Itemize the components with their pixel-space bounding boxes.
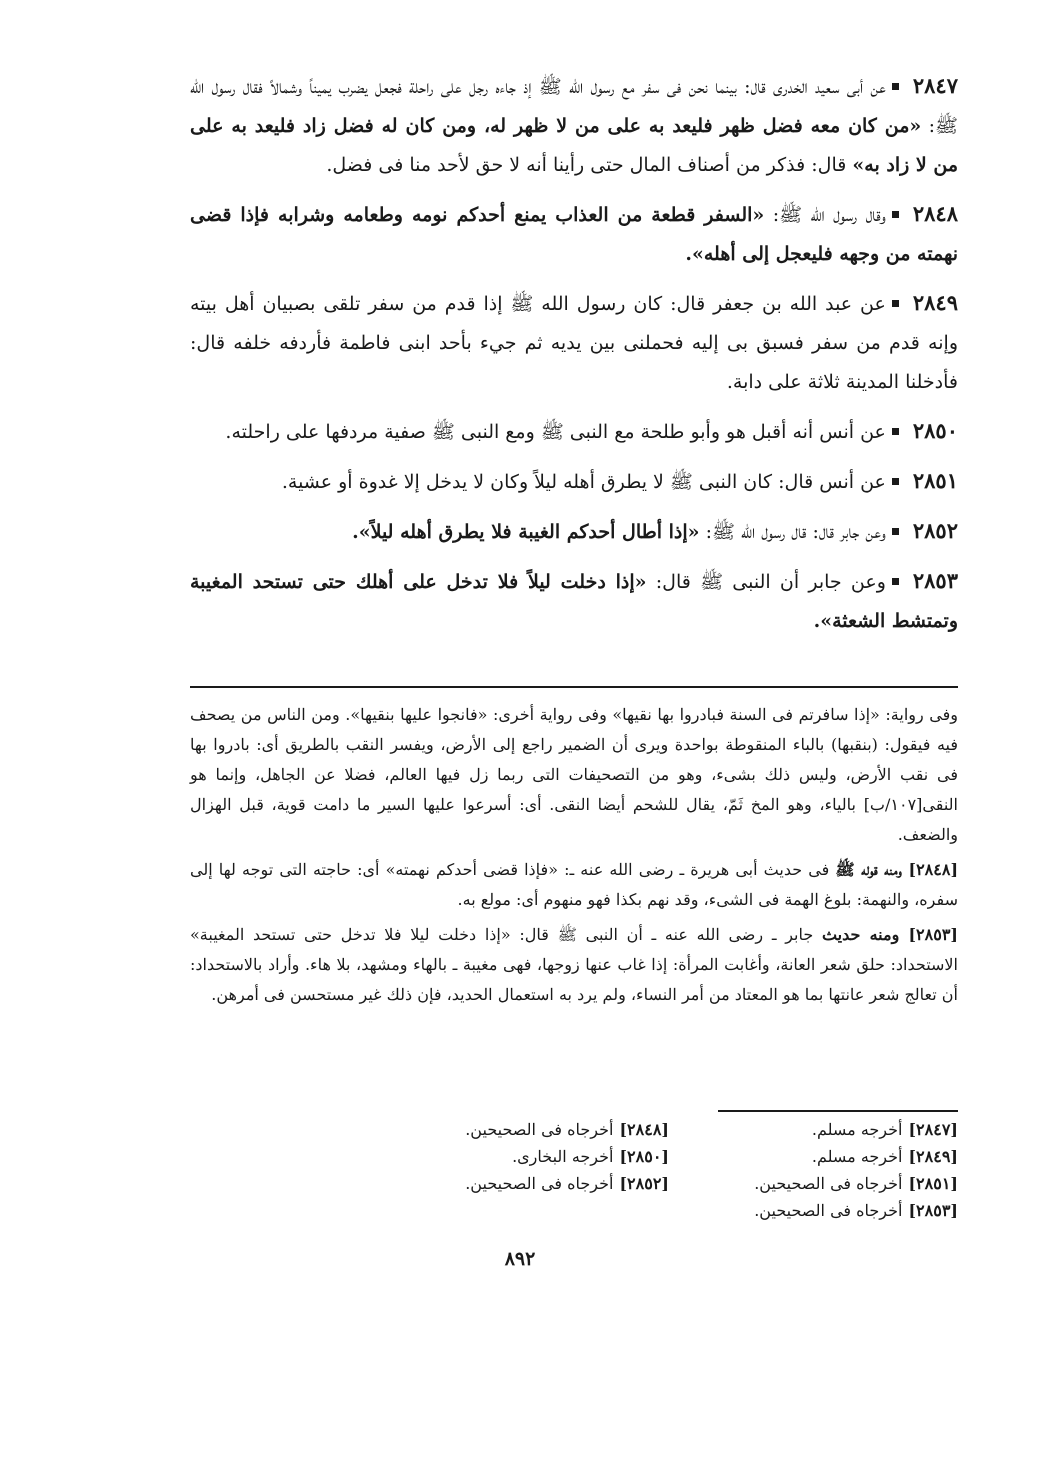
number-marker bbox=[892, 428, 899, 435]
number-marker bbox=[892, 300, 899, 307]
reference-item bbox=[380, 1201, 669, 1228]
reference-row bbox=[380, 1174, 958, 1201]
reference-text: أخرجه مسلم. bbox=[811, 1147, 903, 1166]
reference-number: [٢٨٤٧] bbox=[908, 1120, 958, 1139]
reference-item bbox=[380, 1120, 669, 1147]
number-marker bbox=[892, 211, 899, 218]
main-text bbox=[190, 66, 958, 650]
reference-item bbox=[669, 1174, 958, 1201]
hadith-number: ٢٨٤٨ bbox=[912, 201, 958, 226]
reference-text: أخرجه مسلم. bbox=[811, 1120, 903, 1139]
commentary-paragraph bbox=[190, 700, 958, 850]
hadith-paragraph bbox=[190, 461, 958, 502]
number-marker bbox=[892, 478, 899, 485]
hadith-text: وعن جابر أن النبى ﷺ قال: bbox=[646, 571, 886, 593]
reference-item bbox=[669, 1201, 958, 1228]
reference-text: أخرجاه فى الصحيحين. bbox=[465, 1174, 614, 1193]
number-marker bbox=[892, 83, 899, 90]
reference-number: [٢٨٥٠] bbox=[619, 1147, 669, 1166]
hadith-quote: «من كان معه فضل ظهر فليعد به على من لا ظهر له، ومن كان له فضل زاد فليعد به على من لا زاد به» bbox=[190, 115, 958, 176]
references-separator bbox=[718, 1110, 958, 1112]
hadith-quote: «إذا دخلت ليلاً فلا تدخل على أهلك حتى تستحد المغيبة وتمتشط الشعثة». bbox=[190, 571, 958, 632]
hadith-text: عن أنس قال: كان النبى ﷺ لا يطرق أهله ليلاً وكان لا يدخل إلا غدوة أو عشية. bbox=[281, 471, 886, 493]
reference-text: أخرجاه فى الصحيحين. bbox=[465, 1120, 614, 1139]
hadith-paragraph bbox=[190, 561, 958, 641]
reference-text: أخرجاه فى الصحيحين. bbox=[754, 1201, 903, 1220]
reference-number: [٢٨٥٣] bbox=[908, 1201, 958, 1220]
hadith-number: ٢٨٤٩ bbox=[912, 290, 958, 315]
footnote-separator bbox=[190, 686, 958, 688]
hadith-paragraph bbox=[190, 511, 958, 552]
reference-number: [٢٨٤٩] bbox=[908, 1147, 958, 1166]
number-marker bbox=[892, 578, 899, 585]
hadith-text: قال: فذكر من أصناف المال حتى رأينا أنه لا حق لأحد منا فى فضل. bbox=[326, 154, 853, 176]
hadith-number: ٢٨٥٢ bbox=[912, 518, 958, 543]
reference-row bbox=[380, 1120, 958, 1147]
number-marker bbox=[892, 528, 899, 535]
hadith-quote: «السفر قطعة من العذاب يمنع أحدكم نومه وطعامه وشرابه فإذا قضى نهمته من وجهه فليعجل إلى أهله». bbox=[190, 204, 958, 265]
reference-row bbox=[380, 1201, 958, 1228]
reference-number: [٢٨٥١] bbox=[908, 1174, 958, 1193]
hadith-paragraph bbox=[190, 66, 958, 185]
hadith-paragraph bbox=[190, 283, 958, 402]
hadith-text: وقال رسول الله ﷺ: bbox=[764, 204, 886, 226]
hadith-text: عن عبد الله بن جعفر قال: كان رسول الله ﷺ إذا قدم من سفر تلقى بصبيان أهل بيته وإنه قدم من سفر فسبق بى إليه فحملنى بين يديه ثم جيء بأحد ابنى فاطمة فأردفه خلفه قال: فأدخلنا المدينة ثلاثة على دابة. bbox=[190, 293, 958, 393]
hadith-number: ٢٨٤٧ bbox=[912, 73, 958, 98]
reference-item bbox=[380, 1147, 669, 1174]
commentary-text: وفى رواية: «إذا سافرتم فى السنة فبادروا بها نقيها» وفى رواية أخرى: «فانجوا عليها بنقيها». ومن الناس من يصحف فيه فيقول: (بنقبها) بالباء المنقوطة بواحدة ويرى أن الضمير راجع إلى الأرض، ويفسر النقب بالطريق أى: بادروا بها فى نقب الأرض، وليس ذلك بشىء، وهو من التصحيفات التى ربما زل فيها العالم، فضلا عن الجاهل، وإنما هو النقى[١٠٧/ب] بالياء، وهو المخ ثَمّ، يقال للشحم أيضا النقى. أى: أسرعوا عليها السير ما دامت قوية، قبل الهزال والضعف. bbox=[190, 705, 958, 844]
commentary-text: جابر ـ رضى الله عنه ـ أن النبى ﷺ قال: «إذا دخلت ليلا فلا تدخل حتى تستحد المغيبة» الاستحداد: حلق شعر العانة، وأغابت المرأة: إذا غاب عنها زوجها، فهى مغيبة ـ بالهاء ومشهد، بلا هاء. وأراد بالاستحداد: أن تعالج شعر عانتها بما هو المعتاد من أمر النساء، ولم يرد به استعمال الحديد، فإن ذلك غير مستحسن فى أمرهن. bbox=[190, 925, 958, 1004]
reference-text: أخرجاه فى الصحيحين. bbox=[754, 1174, 903, 1193]
reference-number: [٢٨٤٨] bbox=[619, 1120, 669, 1139]
reference-item bbox=[669, 1120, 958, 1147]
hadith-quote: «إذا أطال أحدكم الغيبة فلا يطرق أهله ليلاً». bbox=[352, 521, 700, 543]
commentary-paragraph bbox=[190, 855, 958, 915]
commentary-text: فى حديث أبى هريرة ـ رضى الله عنه ـ: «فإذا قضى أحدكم نهمته» أى: حاجته التى توجه لها إلى سفره، والنهمة: بلوغ الهمة فى الشىء، وقد نهم بكذا فهو منهوم أى: مولع به. bbox=[190, 860, 958, 909]
commentary-paragraph bbox=[190, 920, 958, 1010]
reference-item bbox=[669, 1147, 958, 1174]
commentary-heading: [٢٨٤٨] ومنه قوله ﷺ bbox=[835, 860, 959, 879]
commentary-heading: [٢٨٥٣] ومنه حديث bbox=[821, 925, 958, 944]
hadith-number: ٢٨٥٠ bbox=[912, 418, 958, 443]
references bbox=[380, 1120, 958, 1228]
hadith-number: ٢٨٥١ bbox=[912, 468, 958, 493]
reference-row bbox=[380, 1147, 958, 1174]
hadith-text: عن أنس أنه أقبل هو وأبو طلحة مع النبى ﷺ ومع النبى ﷺ صفية مردفها على راحلته. bbox=[225, 421, 886, 443]
hadith-text: وعن جابر قال: قال رسول الله ﷺ: bbox=[699, 521, 886, 543]
commentary bbox=[190, 700, 958, 1015]
reference-number: [٢٨٥٢] bbox=[619, 1174, 669, 1193]
hadith-paragraph bbox=[190, 411, 958, 452]
reference-item bbox=[380, 1174, 669, 1201]
hadith-paragraph bbox=[190, 194, 958, 274]
hadith-text: عن أبى سعيد الخدرى قال: بينما نحن فى سفر مع رسول الله ﷺ إذ جاءه رجل على راحلة فجعل يضرب يميناً وشمالاً فقال رسول الله ﷺ: bbox=[190, 76, 958, 137]
hadith-number: ٢٨٥٣ bbox=[912, 568, 958, 593]
reference-text: أخرجه البخارى. bbox=[512, 1147, 614, 1166]
page-number: ٨٩٢ bbox=[504, 1248, 536, 1270]
